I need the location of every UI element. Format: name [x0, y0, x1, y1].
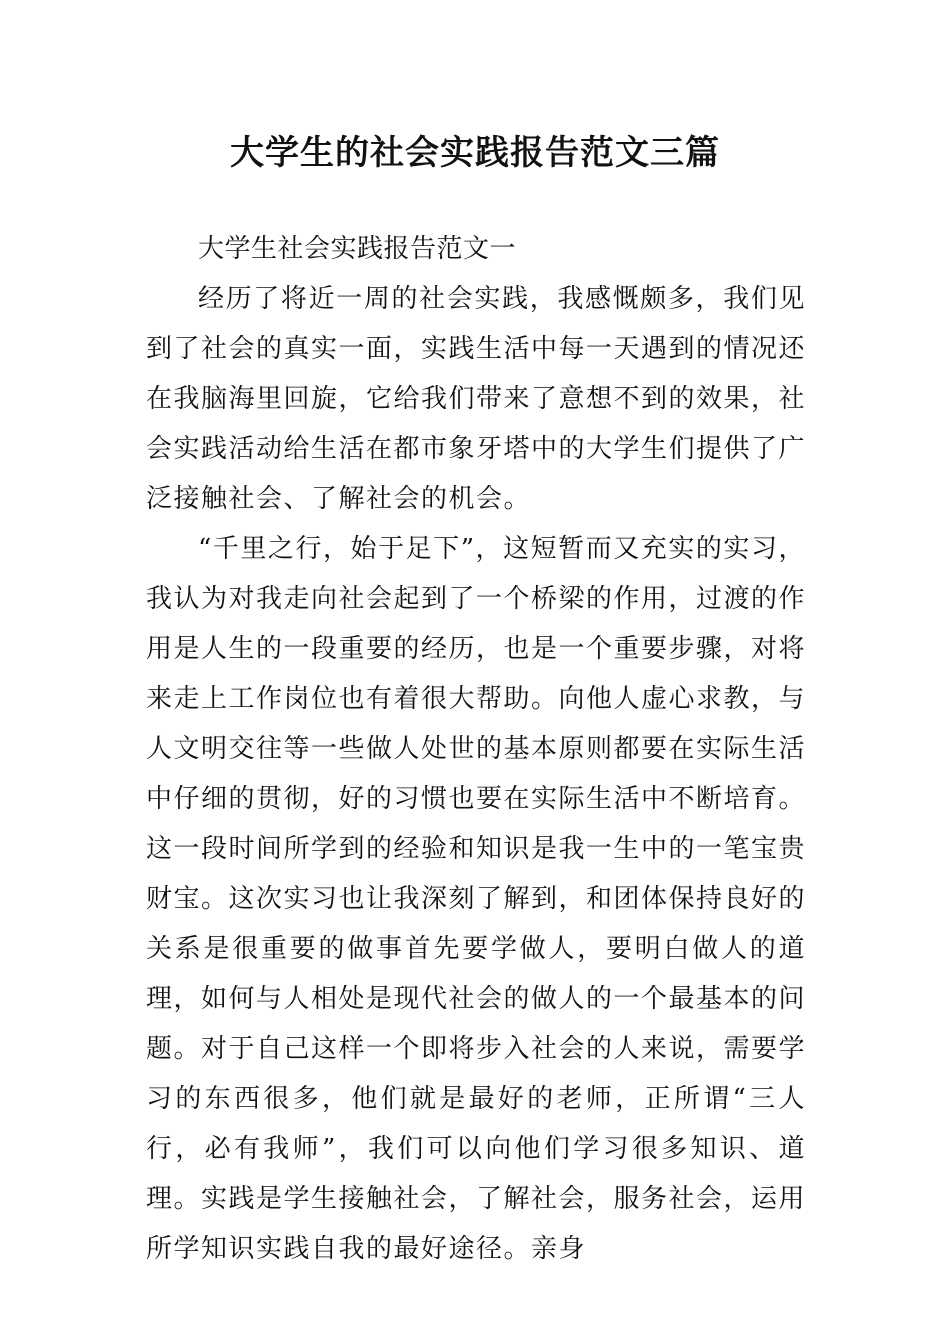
document-body — [146, 224, 806, 1274]
section-heading: 大学生社会实践报告范文一 — [198, 234, 517, 264]
paragraph: “千里之行，始于足下”，这短暂而又充实的实习，我认为对我走向社会起到了一个桥梁的作用，过渡的作用是人生的一段重要的经历，也是一个重要步骤，对将来走上工作岗位也有着很大帮助。向他人虚心求教，与人文明交往等一些做人处世的基本原则都要在实际生活中仔细的贯彻，好的习惯也要在实际生活中不断培育。这一段时间所学到的经验和知识是我一生中的一笔宝贵财宝。这次实习也让我深刻了解到，和团体保持良好的关系是很重要的做事首先要学做人，要明白做人的道理，如何与人相处是现代社会的做人的一个最基本的问题。对于自己这样一个即将步入社会的人来说，需要学习的东西很多，他们就是最好的老师，正所谓“三人行，必有我师”，我们可以向他们学习很多知识、道理。实践是学生接触社会，了解社会，服务社会，运用所学知识实践自我的最好途径。亲身 — [146, 534, 807, 1264]
paragraph: 经历了将近一周的社会实践，我感慨颇多，我们见到了社会的真实一面，实践生活中每一天遇到的情况还在我脑海里回旋，它给我们带来了意想不到的效果，社会实践活动给生活在都市象牙塔中的大学生们提供了广泛接触社会、了解社会的机会。 — [146, 284, 807, 514]
page-title: 大学生的社会实践报告范文三篇 — [230, 133, 720, 173]
